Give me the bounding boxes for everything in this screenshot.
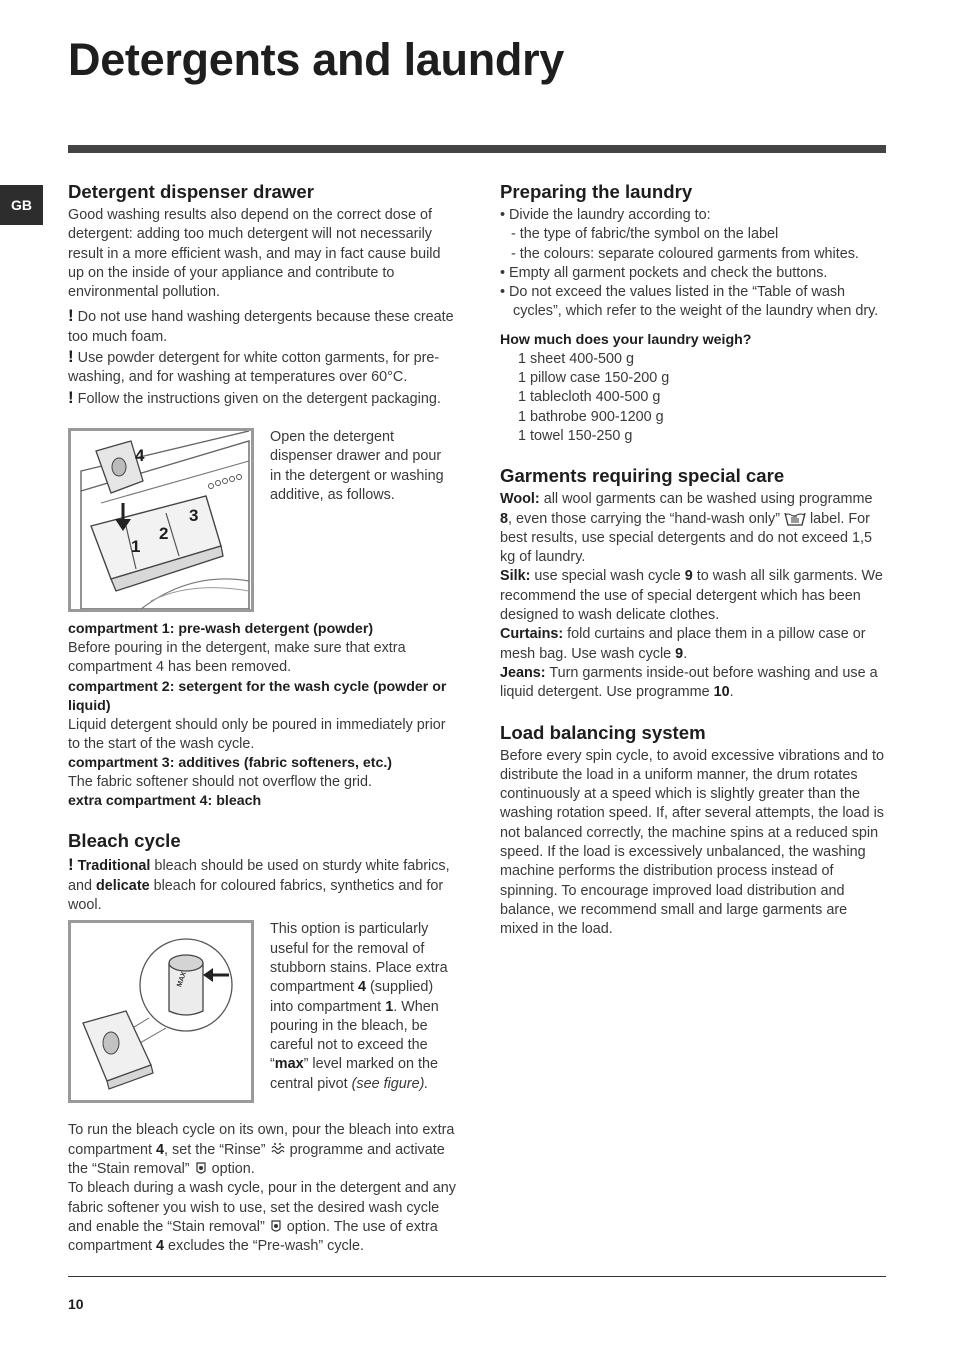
- exclamation-icon: !: [68, 306, 74, 326]
- preparing-bullet: • Divide the laundry according to:: [500, 207, 711, 223]
- footer-rule: [68, 1276, 886, 1277]
- exclamation-icon: !: [68, 347, 74, 367]
- bleach-heading: Bleach cycle: [68, 830, 181, 852]
- bleach-standalone-text: To run the bleach cycle on its own, pour the bleach into extra compartment 4, set the “Rinse” programme and activate the “Stain removal” option.: [68, 1122, 455, 1177]
- compartment-text: The fabric softener should not overflow the grid.: [68, 774, 372, 791]
- page-title: Detergents and laundry: [68, 34, 565, 85]
- preparing-heading: Preparing the laundry: [500, 181, 693, 202]
- bleach-pivot-illustration: [71, 923, 251, 1100]
- figure-label-1: 1: [131, 536, 141, 556]
- compartment-text: Before pouring in the detergent, make sure that extra compartment 4 has been removed.: [68, 639, 406, 676]
- dispenser-warning: ! Use powder detergent for white cotton garments, for pre-washing, and for washing at temperatures over 60°C.: [68, 347, 440, 386]
- rinse-icon: [270, 1142, 286, 1157]
- bleach-figure-text: This option is particularly useful for the removal of stubborn stains. Place extra compartment 4 (supplied) into compartment 1. When pouring in the bleach, be careful not to exceed the “max” level marked on the central pivot (see figure).: [270, 921, 448, 1092]
- silk-text: Silk: use special wash cycle 9 to wash all silk garments. We recommend the use of special detergent which has been designed to wash delicate clothes.: [500, 568, 883, 624]
- exclamation-icon: !: [68, 855, 74, 875]
- weight-item: 1 bathrobe 900-1200 g: [518, 408, 664, 425]
- exclamation-icon: !: [68, 387, 74, 407]
- dispenser-figure: [68, 428, 254, 612]
- compartment-title: compartment 1: pre-wash detergent (powder): [68, 620, 374, 637]
- preparing-bullet: • Empty all garment pockets and check the buttons.: [500, 264, 828, 281]
- bleach-wash-text: To bleach during a wash cycle, pour in the detergent and any fabric softener you wish to use, set the desired wash cycle and enable the “Stain removal” option. The use of extra compartment 4 excludes the “Pre-wash” cycle.: [68, 1180, 456, 1255]
- special-care-heading: Garments requiring special care: [500, 465, 785, 487]
- compartment-title: extra compartment 4: bleach: [68, 793, 262, 810]
- bleach-figure-row: [68, 920, 456, 1103]
- weight-list: [500, 350, 888, 446]
- dispenser-heading: Detergent dispenser drawer: [68, 181, 314, 202]
- weight-item: 1 towel 150-250 g: [518, 427, 633, 444]
- curtains-text: Curtains: fold curtains and place them in a pillow case or mesh bag. Use wash cycle 9.: [500, 626, 866, 662]
- weight-item: 1 tablecloth 400-500 g: [518, 389, 661, 406]
- bleach-intro: ! Traditional bleach should be used on sturdy white fabrics, and delicate bleach for coloured fabrics, synthetics and for wool.: [68, 855, 450, 914]
- dispenser-intro: Good washing results also depend on the correct dose of detergent: adding too much detergent will not necessarily result in a more efficient wash, and may in fact cause build up on the inside of your appliance and contribute to environmental pollution.: [68, 207, 441, 301]
- weight-item: 1 sheet 400-500 g: [518, 350, 635, 367]
- figure-label-2: 2: [159, 523, 169, 543]
- weigh-heading: How much does your laundry weigh?: [500, 331, 752, 348]
- special-care-section: [500, 464, 888, 702]
- page-number: 10: [68, 1296, 84, 1312]
- figure-label-3: 3: [189, 505, 199, 525]
- preparing-bullet: • Do not exceed the values listed in the “Table of wash cycles”, which refer to the weight of the laundry when dry.: [500, 284, 879, 320]
- hand-wash-icon: [784, 510, 806, 526]
- right-column: [500, 180, 888, 940]
- bleach-section: [68, 829, 456, 1256]
- dispenser-drawer-illustration: [71, 431, 251, 609]
- compartment-text: Liquid detergent should only be poured in immediately prior to the start of the wash cycle.: [68, 716, 446, 752]
- jeans-text: Jeans: Turn garments inside-out before washing and use a liquid detergent. Use programme 10.: [500, 664, 878, 701]
- max-level-label: MAX: [176, 971, 189, 989]
- compartment-title: compartment 2: setergent for the wash cycle (powder or liquid): [68, 678, 447, 714]
- figure-label-4: 4: [135, 445, 145, 465]
- load-balancing-text: Before every spin cycle, to avoid excessive vibrations and to distribute the load in a uniform manner, the drum rotates continuously at a speed which is slightly greater than the washing rotation speed. If, after several attempts, the load is not balanced correctly, the machine spins at a reduced spin speed. If the load is excessively unbalanced, the washing machine performs the distribution process instead of spinning. To encourage improved load distribution and balance, we recommend small and large garments are mixed in the load.: [500, 747, 884, 938]
- weight-item: 1 pillow case 150-200 g: [518, 370, 670, 387]
- stain-removal-icon: [194, 1161, 208, 1176]
- bleach-figure: [68, 920, 254, 1103]
- dispenser-figure-text: Open the detergent dispenser drawer and pour in the detergent or washing additive, as follows.: [270, 428, 444, 503]
- preparing-sub-item: - the type of fabric/the symbol on the label: [511, 226, 779, 243]
- compartment-list: [68, 620, 456, 811]
- compartment-title: compartment 3: additives (fabric softeners, etc.): [68, 755, 393, 772]
- dispenser-warning: ! Do not use hand washing detergents because these create too much foam.: [68, 306, 454, 345]
- wool-text: Wool: all wool garments can be washed using programme 8, even those carrying the “hand-wash only” label. For best results, use special detergents and do not exceed 1,5 kg of laundry.: [500, 491, 873, 566]
- dispenser-warning: ! Follow the instructions given on the detergent packaging.: [68, 387, 441, 407]
- language-tab: GB: [0, 185, 43, 225]
- preparing-sub-item: - the colours: separate coloured garments from whites.: [511, 245, 859, 262]
- header-rule: [68, 145, 886, 153]
- left-column: [68, 180, 456, 1256]
- stain-removal-icon: [269, 1219, 283, 1234]
- load-balancing-heading: Load balancing system: [500, 721, 706, 743]
- load-balancing-section: [500, 721, 888, 940]
- dispenser-figure-row: [68, 428, 456, 612]
